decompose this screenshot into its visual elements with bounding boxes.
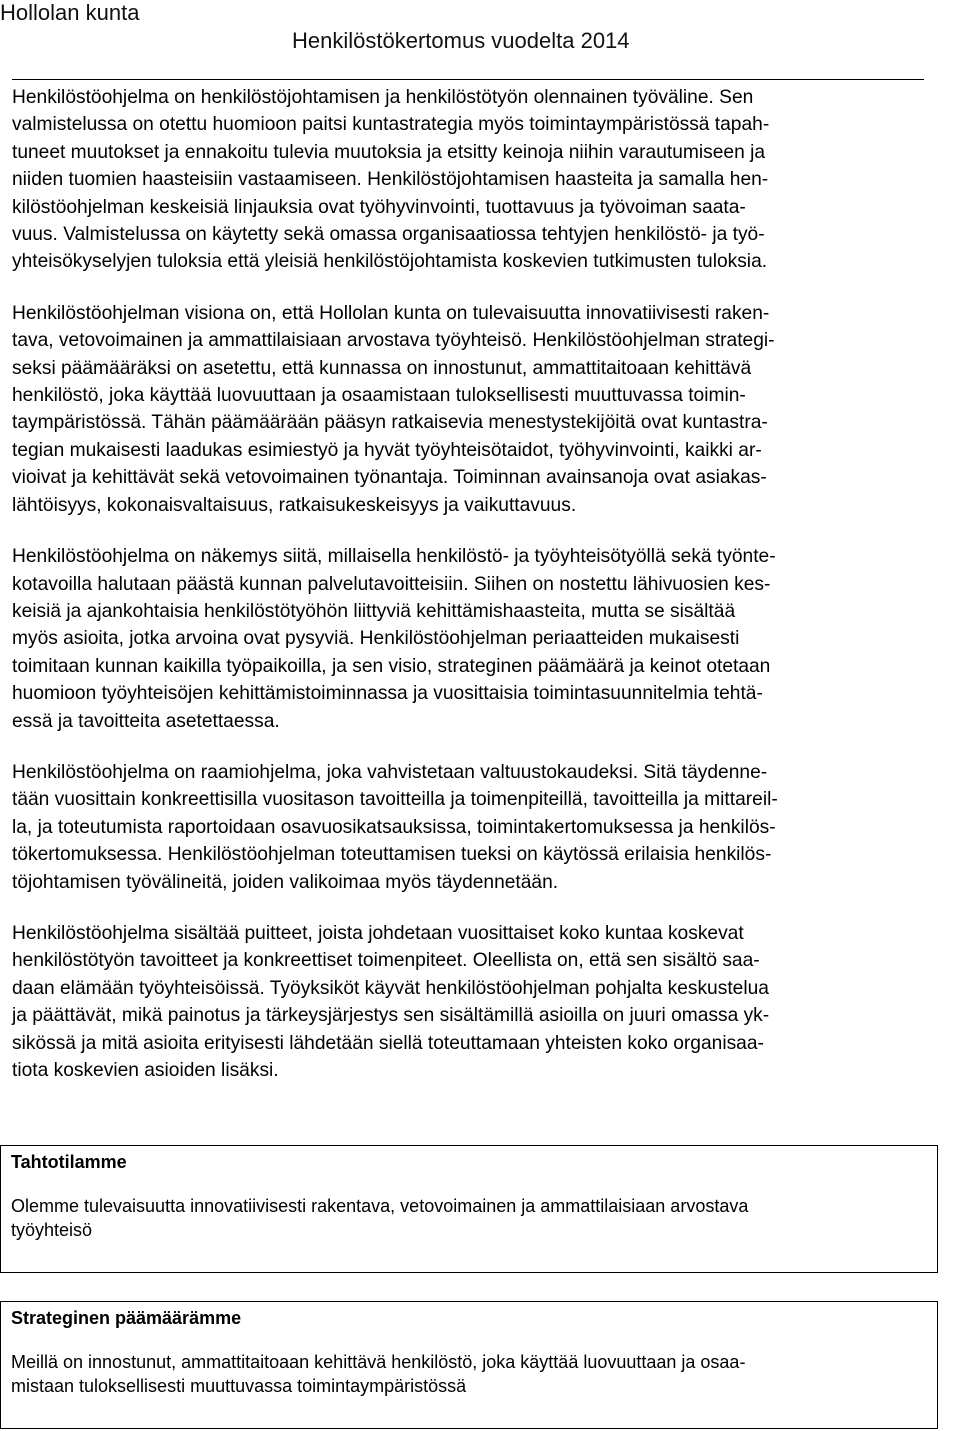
vision-box: [0, 1145, 938, 1273]
paragraph-1: Henkilöstöohjelma on henkilöstöjohtamisen ja henkilöstötyön olennainen työväline. Sen valmistelussa on otettu huomioon paitsi kuntastrategia myös toimintaympäristössä tapah- tuneet muutokset ja ennakoitu tulevia muutoksia ja etsitty keinoja niihin varautumiseen ja niiden tuomien haasteisiin vastaamiseen. Henkilöstöjohtamisen haasteita ja samalla hen- kilöstöohjelman keskeisiä linjauksia ovat työhyvinvointi, tuottavuus ja työvoiman saata- vuus. Valmistelussa on käytetty sekä omassa organisaatiossa tehtyjen henkilöstö- ja työ- yhteisökyselyjen tuloksia että yleisiä henkilöstöjohtamista koskevien tutkimusten tuloksia.: [12, 87, 770, 273]
paragraph-3: Henkilöstöohjelma on näkemys siitä, millaisella henkilöstö- ja työyhteisötyöllä sekä työnte- kotavoilla halutaan päästä kunnan palvelutavoitteisiin. Siihen on nostettu lähivuosien kes- keisiä ja ajankohtaisia henkilöstötyöhön liittyviä kehittämishaasteita, mutta se sisältää myös asioita, jotka arvoina ovat pysyviä. Henkilöstöohjelman periaatteiden mukaisesti toimitaan kunnan kaikilla työpaikoilla, ja sen visio, strateginen päämäärä ja keinot otetaan huomioon työyhteisöjen kehittämistoiminnassa ja vuosittaisia toimintasuunnitelmia tehtä- essä ja tavoitteita asetettaessa.: [12, 546, 776, 732]
paragraph-5: Henkilöstöohjelma sisältää puitteet, joista johdetaan vuosittaiset koko kuntaa koskevat henkilöstötyön tavoitteet ja konkreettiset toimenpiteet. Oleellista on, että sen sisältö saa- daan elämään työyhteisöissä. Työyksiköt käyvät henkilöstöohjelman pohjalta keskustelua ja päättävät, mikä painotus ja tärkeysjärjestys sen sisältämillä asioilla on juuri omassa yk- sikössä ja mitä asioita erityisesti lähdetään siellä toteuttamaan yhteisten koko organisaa- tiota koskevien asioiden lisäksi.: [12, 922, 770, 1081]
strategic-goal-box: [0, 1301, 938, 1429]
header-divider: [12, 79, 924, 80]
vision-box-text: Olemme tulevaisuutta innovatiivisesti rakentava, vetovoimainen ja ammattilaisiaan arvostava työyhteisö: [11, 1196, 749, 1240]
org-name: Hollolan kunta: [0, 0, 140, 25]
body-text: [12, 84, 952, 1108]
paragraph-2: Henkilöstöohjelman visiona on, että Hollolan kunta on tulevaisuutta innovatiivisesti raken- tava, vetovoimainen ja ammattilaisiaan arvostava työyhteisö. Henkilöstöohjelman strategi- seksi päämääräksi on asetettu, että kunnassa on innostunut, ammattitaitoaan kehittävä henkilöstö, joka käyttää luovuuttaan ja osaamistaan tuloksellisesti muuttuvassa toimin- taympäristössä. Tähän päämäärään pääsyn ratkaisevia menestystekijöitä ovat kuntastra- tegian mukaisesti laadukas esimiestyö ja hyvät työyhteisötaidot, työhyvinvointi, kaikki ar- vioivat ja kehittävät sekä vetovoimainen työnantaja. Toiminnan avainsanoja ovat asiakas- lähtöisyys, kokonaisvaltaisuus, ratkaisukeskeisyys ja vaikuttavuus.: [12, 302, 775, 516]
strategic-goal-box-title: Strateginen päämäärämme: [11, 1308, 242, 1328]
document-title: Henkilöstökertomus vuodelta 2014: [292, 28, 630, 53]
vision-box-title: Tahtotilamme: [11, 1152, 127, 1172]
strategic-goal-box-text: Meillä on innostunut, ammattitaitoaan kehittävä henkilöstö, joka käyttää luovuuttaan ja osaa- mistaan tuloksellisesti muuttuvassa toimintaympäristössä: [11, 1352, 746, 1396]
paragraph-4: Henkilöstöohjelma on raamiohjelma, joka vahvistetaan valtuustokaudeksi. Sitä täydenne- tään vuosittain konkreettisilla vuositason tavoitteilla ja toimenpiteillä, tavoitteilla ja mittareil- la, ja toteutumista raportoidaan osavuosikatsauksissa, toimintakertomuksessa ja henkilös- tökertomuksessa. Henkilöstöohjelman toteuttamisen tueksi on käytössä erilaisia henkilös- töjohtamisen työvälineitä, joiden valikoimaa myös täydennetään.: [12, 761, 778, 893]
